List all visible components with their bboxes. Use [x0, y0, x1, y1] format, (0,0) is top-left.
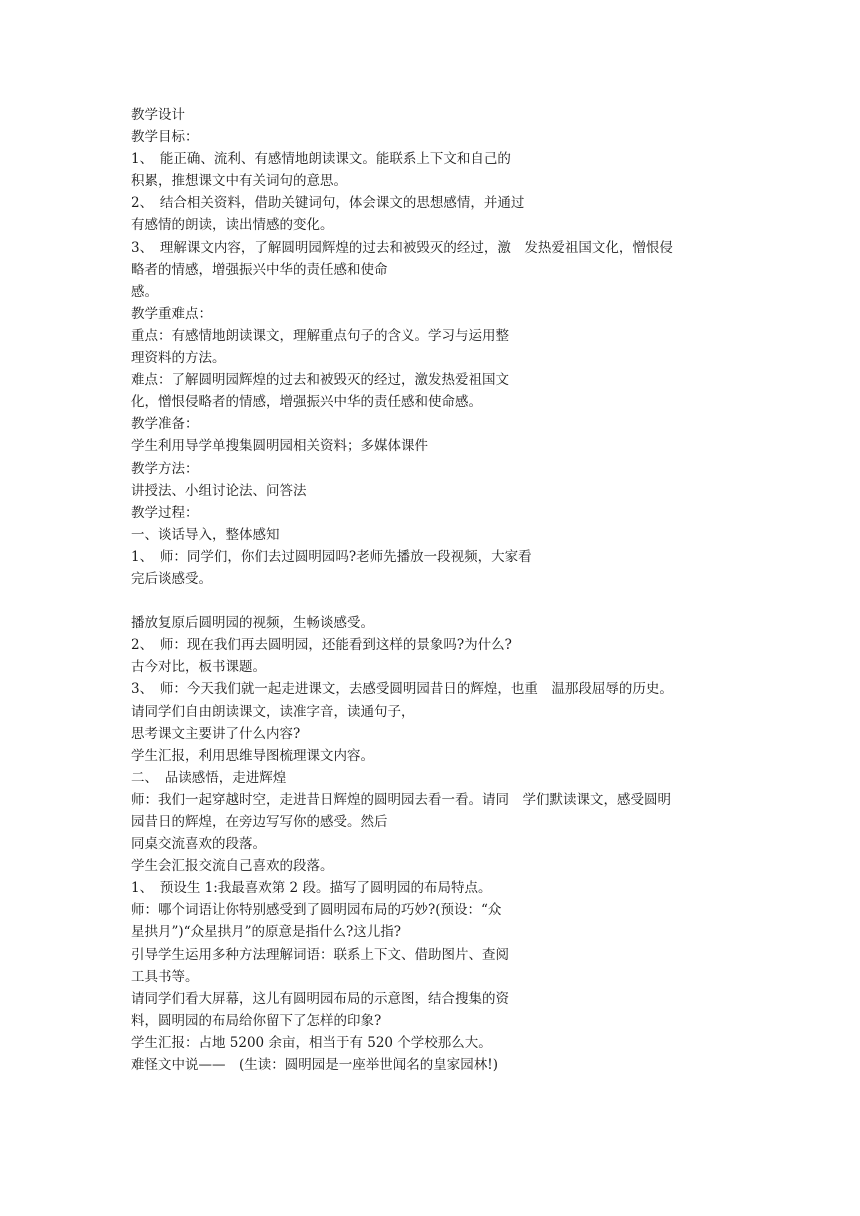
text-line: 3、 师：今天我们就一起走进课文，去感受圆明园昔日的辉煌，也重 温那段屈辱的历史。 [131, 681, 673, 698]
text-line: 有感情的朗读，读出情感的变化。 [131, 217, 334, 234]
text-line: 教学设计 [131, 107, 185, 123]
text-line: 1、 师：同学们，你们去过圆明园吗?老师先播放一段视频，大家看 [131, 548, 532, 565]
text-line: 化，憎恨侵略者的情感，增强振兴中华的责任感和使命感。 [131, 394, 482, 411]
text-line: 略者的情感，增强振兴中华的责任感和使命 [131, 261, 388, 278]
blank-line [131, 590, 741, 612]
text-line: 请同学们自由朗读课文，读准字音，读通句子， [131, 703, 415, 720]
text-line: 学生会汇报交流自己喜欢的段落。 [131, 858, 334, 875]
text-line: 教学过程： [131, 504, 199, 521]
text-line: 二、 品读感悟，走进辉煌 [131, 769, 287, 786]
text-line: 2、 师：现在我们再去圆明园，还能看到这样的景象吗?为什么? [131, 637, 512, 654]
text-line: 教学方法： [131, 460, 199, 477]
text-line: 1、 预设生 1:我最喜欢第 2 段。描写了圆明园的布局特点。 [131, 880, 492, 897]
text-line: 重点：有感情地朗读课文，理解重点句子的含义。学习与运用整 [131, 327, 509, 344]
text-line: 古今对比，板书课题。 [131, 659, 266, 676]
text-line: 播放复原后圆明园的视频，生畅谈感受。 [131, 615, 374, 632]
text-line: 积累，推想课文中有关词句的意思。 [131, 173, 347, 190]
text-line: 1、 能正确、流利、有感情地朗读课文。能联系上下文和自己的 [131, 151, 511, 168]
text-line: 同桌交流喜欢的段落。 [131, 836, 266, 853]
text-line: 3、 理解课文内容，了解圆明园辉煌的过去和被毁灭的经过，激 发热爱祖国文化，憎恨侵 [131, 239, 673, 256]
text-line: 园昔日的辉煌，在旁边写写你的感受。然后 [131, 814, 388, 830]
text-line: 2、 结合相关资料，借助关键词句，体会课文的思想感情，并通过 [131, 195, 525, 212]
document-body [131, 104, 741, 1076]
text-line: 师：我们一起穿越时空，走进昔日辉煌的圆明园去看一看。请同 学们默读课文，感受圆明 [131, 791, 671, 808]
text-line: 学生汇报：占地 5200 余亩，相当于有 520 个学校那么大。 [131, 1034, 492, 1051]
text-line: 理资料的方法。 [131, 350, 226, 367]
text-line: 请同学们看大屏幕，这儿有圆明园布局的示意图，结合搜集的资 [131, 990, 509, 1007]
text-line: 料，圆明园的布局给你留下了怎样的印象? [131, 1012, 382, 1029]
text-line: 教学目标： [131, 129, 199, 146]
text-line: 师：哪个词语让你特别感受到了圆明园布局的巧妙?(预设：“众 [131, 902, 502, 919]
text-line: 学生利用导学单搜集圆明园相关资料；多媒体课件 [131, 438, 428, 455]
text-line: 难怪文中说—— (生读：圆明园是一座举世闻名的皇家园林!) [131, 1057, 498, 1074]
text-line: 一、谈话导入，整体感知 [131, 526, 280, 543]
text-line: 教学准备： [131, 416, 199, 433]
text-line: 引导学生运用多种方法理解词语：联系上下文、借助图片、查阅 [131, 946, 509, 963]
text-line: 教学重难点： [131, 305, 212, 322]
text-line: 完后谈感受。 [131, 570, 212, 587]
text-line: 星拱月”)“众星拱月”的原意是指什么?这儿指? [131, 924, 401, 941]
text-line: 感。 [131, 283, 158, 300]
text-line: 难点：了解圆明园辉煌的过去和被毁灭的经过，激发热爱祖国文 [131, 372, 509, 389]
text-line: 学生汇报，利用思维导图梳理课文内容。 [131, 747, 374, 764]
text-line: 讲授法、小组讨论法、问答法 [131, 482, 307, 499]
text-line: 思考课文主要讲了什么内容? [131, 725, 301, 742]
text-line: 工具书等。 [131, 968, 199, 985]
